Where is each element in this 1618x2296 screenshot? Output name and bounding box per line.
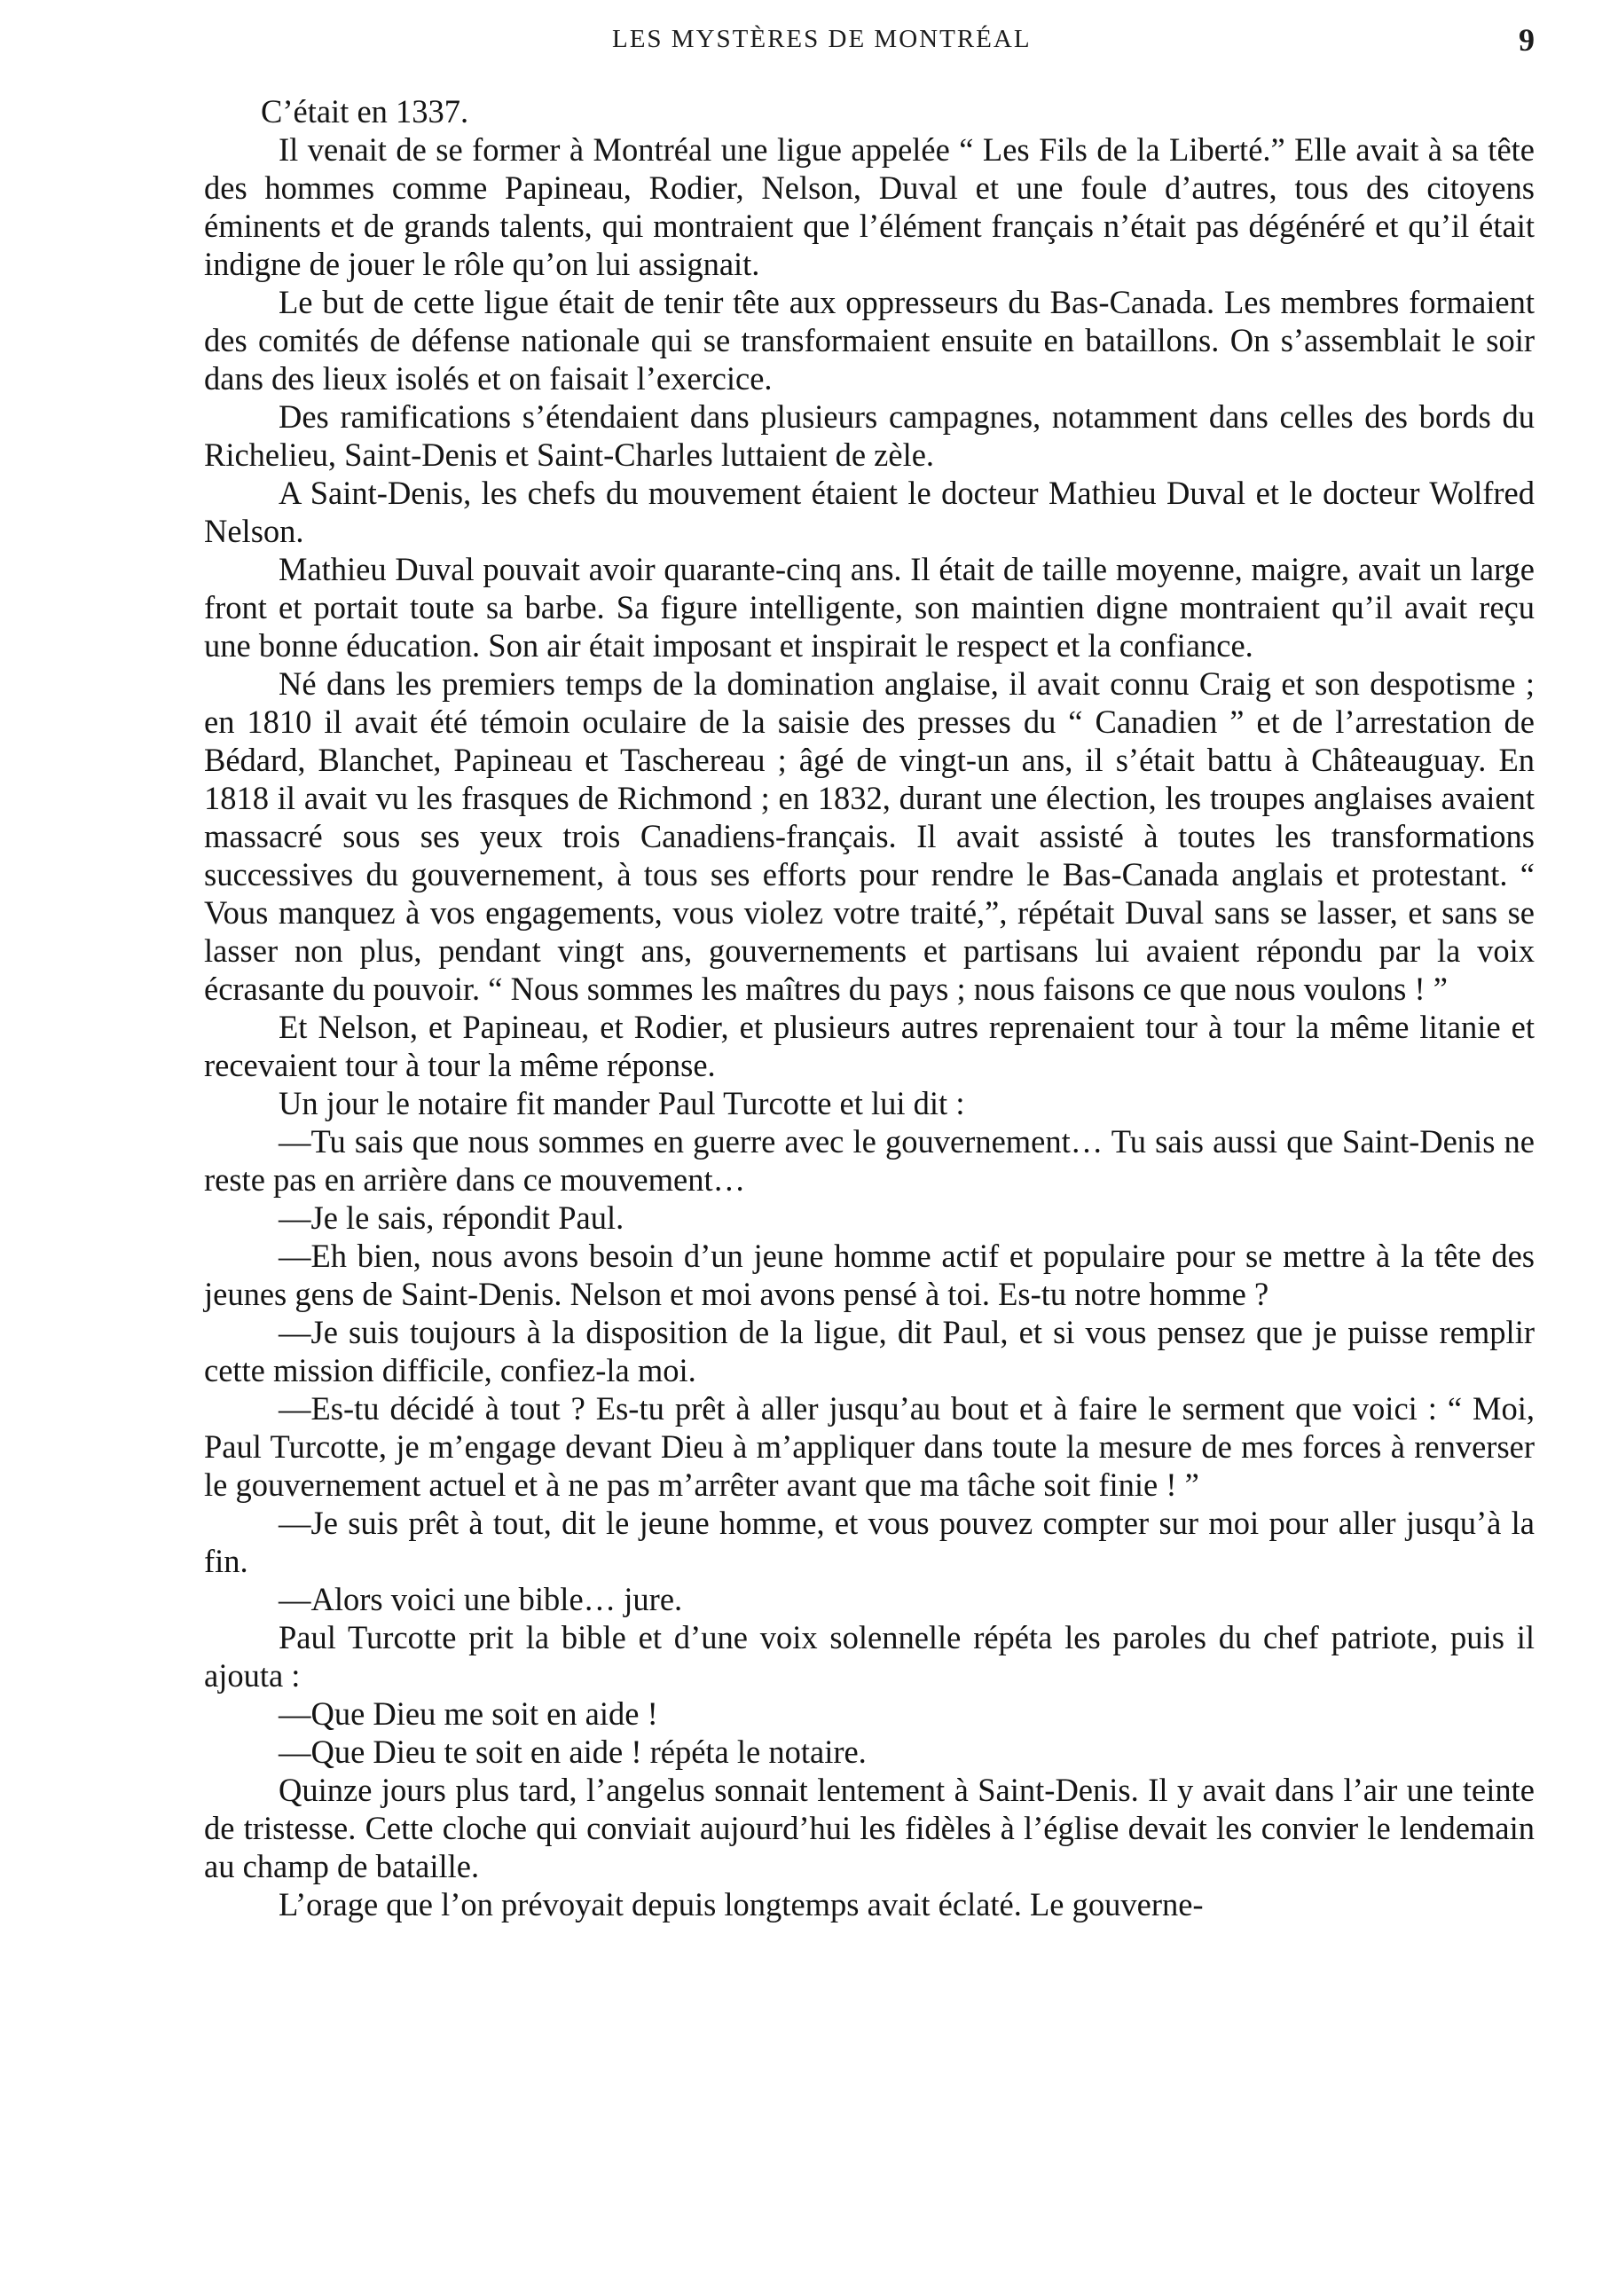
paragraph: Paul Turcotte prit la bible et d’une voix solennelle répéta les paroles du chef patriote, puis il ajouta : xyxy=(204,1619,1535,1694)
paragraph: Des ramifications s’étendaient dans plusieurs campagnes, notamment dans celles des bords du Richelieu, Saint-Denis et Saint-Charles luttaient de zèle. xyxy=(204,398,1535,473)
page-number: 9 xyxy=(1519,22,1535,58)
dialogue-line: —Tu sais que nous sommes en guerre avec le gouvernement… Tu sais aussi que Saint-Denis ne reste pas en arrière dans ce mouvement… xyxy=(204,1123,1535,1198)
running-title: LES MYSTÈRES DE MONTRÉAL xyxy=(612,25,1032,53)
paragraph: Et Nelson, et Papineau, et Rodier, et plusieurs autres reprenaient tour à tour la même litanie et recevaient tour à tour la même réponse. xyxy=(204,1009,1535,1083)
running-header xyxy=(204,22,1535,64)
paragraph: Quinze jours plus tard, l’angelus sonnait lentement à Saint-Denis. Il y avait dans l’air une teinte de tristesse. Cette cloche qui conviait aujourd’hui les fidèles à l’église devait les convier le lendemain au champ de bataille. xyxy=(204,1772,1535,1884)
paragraph: Mathieu Duval pouvait avoir quarante-cinq ans. Il était de taille moyenne, maigre, avait un large front et portait toute sa barbe. Sa figure intelligente, son maintien digne montraient qu’il avait reçu une bonne éducation. Son air était imposant et inspirait le respect et la confiance. xyxy=(204,551,1535,664)
paragraph: A Saint-Denis, les chefs du mouvement étaient le docteur Mathieu Duval et le docteur Wolfred Nelson. xyxy=(204,475,1535,549)
body-text xyxy=(204,92,1535,1923)
paragraph: Un jour le notaire fit mander Paul Turcotte et lui dit : xyxy=(279,1085,965,1121)
dialogue-line: —Je suis prêt à tout, dit le jeune homme, et vous pouvez compter sur moi pour aller jusqu’à la fin. xyxy=(204,1505,1535,1579)
dialogue-line: —Es-tu décidé à tout ? Es-tu prêt à aller jusqu’au bout et à faire le serment que voici : “ Moi, Paul Turcotte, je m’engage devant Dieu à m’appliquer dans toute la mesure de mes forces à renverser le gouvernement actuel et à ne pas m’arrêter avant que ma tâche soit finie ! ” xyxy=(204,1390,1535,1503)
paragraph: Né dans les premiers temps de la domination anglaise, il avait connu Craig et son despotisme ; en 1810 il avait été témoin oculaire de la saisie des presses du “ Canadien ” et de l’arrestation de Bédard, Blanchet, Papineau et Taschereau ; âgé de vingt-un ans, il s’était battu à Châteauguay. En 1818 il avait vu les frasques de Richmond ; en 1832, durant une élection, les troupes anglaises avaient massacré sous ses yeux trois Canadiens-français. Il avait assisté à toutes les transformations successives du gouvernement, à tous ses efforts pour rendre le Bas-Canada anglais et protestant. “ Vous manquez à vos engagements, vous violez votre traité,”, répétait Duval sans se lasser, et sans se lasser non plus, pendant vingt ans, gouvernements et partisans lui avaient répondu par la voix écrasante du pouvoir. “ Nous sommes les maîtres du pays ; nous faisons ce que nous voulons ! ” xyxy=(204,665,1535,1007)
dialogue-line: —Je suis toujours à la disposition de la ligue, dit Paul, et si vous pensez que je puisse remplir cette mission difficile, confiez-la moi. xyxy=(204,1314,1535,1388)
dialogue-line: —Alors voici une bible… jure. xyxy=(279,1581,683,1617)
dialogue-line: —Que Dieu me soit en aide ! xyxy=(279,1695,658,1732)
dialogue-line: —Que Dieu te soit en aide ! répéta le notaire. xyxy=(279,1734,867,1770)
dialogue-line: —Je le sais, répondit Paul. xyxy=(279,1199,624,1236)
paragraph: L’orage que l’on prévoyait depuis longtemps avait éclaté. Le gouverne- xyxy=(279,1886,1204,1923)
dialogue-line: —Eh bien, nous avons besoin d’un jeune homme actif et populaire pour se mettre à la tête des jeunes gens de Saint-Denis. Nelson et moi avons pensé à toi. Es-tu notre homme ? xyxy=(204,1238,1535,1312)
paragraph: Il venait de se former à Montréal une ligue appelée “ Les Fils de la Liberté.” Elle avait à sa tête des hommes comme Papineau, Rodier, Nelson, Duval et une foule d’autres, tous des citoyens éminents et de grands talents, qui montraient que l’élément français n’était pas dégénéré et qu’il était indigne de jouer le rôle qu’on lui assignait. xyxy=(204,131,1535,282)
paragraph: C’était en 1337. xyxy=(261,93,469,130)
paragraph: Le but de cette ligue était de tenir tête aux oppresseurs du Bas-Canada. Les membres formaient des comités de défense nationale qui se transformaient ensuite en bataillons. On s’assemblait le soir dans des lieux isolés et on faisait l’exercice. xyxy=(204,284,1535,397)
